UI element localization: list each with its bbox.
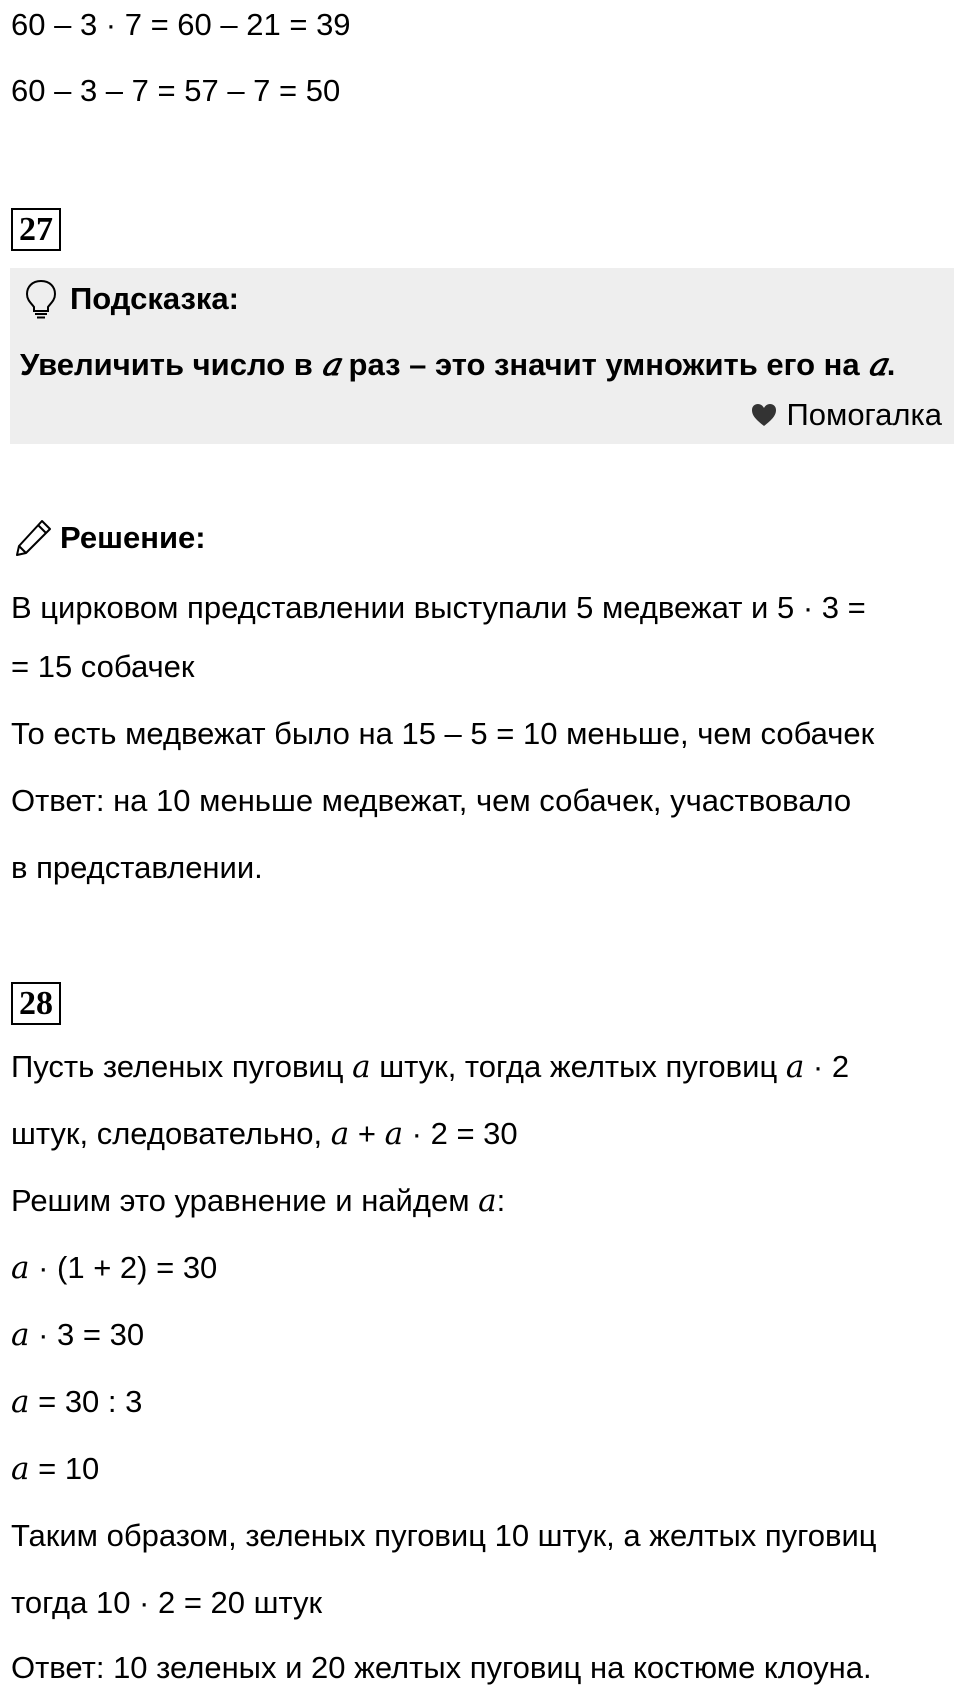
variable-a: 𝑎 bbox=[11, 1250, 30, 1286]
equation-1 bbox=[11, 1249, 217, 1288]
hint-credit-label: Помогалка bbox=[786, 397, 942, 432]
hint-text-end: . bbox=[886, 347, 896, 382]
task28-line-2 bbox=[11, 1115, 518, 1154]
hint-text bbox=[20, 346, 895, 385]
hint-variable: 𝑎 bbox=[868, 347, 887, 383]
variable-a: 𝑎 bbox=[384, 1116, 404, 1152]
solution-line-2: = 15 собачек bbox=[11, 649, 195, 684]
text: · 2 bbox=[804, 1049, 850, 1084]
variable-a: 𝑎 bbox=[785, 1049, 805, 1085]
solution-title-row bbox=[12, 517, 206, 559]
lightbulb-icon bbox=[24, 278, 58, 320]
task28-line-1 bbox=[11, 1048, 849, 1087]
hint-variable: 𝑎 bbox=[321, 347, 340, 383]
text: · 3 = 30 bbox=[29, 1317, 145, 1352]
solution-line-3: То есть медвежат было на 15 – 5 = 10 меньше, чем собачек bbox=[11, 716, 875, 751]
answer-line: Ответ: 10 зеленых и 20 желтых пуговиц на костюме клоуна. bbox=[11, 1650, 872, 1685]
task-number-28: 28 bbox=[11, 982, 61, 1025]
task-number-27: 27 bbox=[11, 208, 61, 251]
hint-text-part2: раз – это значит умножить его на bbox=[339, 347, 869, 382]
text: : bbox=[496, 1183, 506, 1218]
text: · (1 + 2) = 30 bbox=[29, 1250, 218, 1285]
equation-2 bbox=[11, 1316, 144, 1355]
variable-a: 𝑎 bbox=[352, 1049, 371, 1085]
task28-line-3 bbox=[11, 1182, 505, 1221]
variable-a: 𝑎 bbox=[11, 1451, 30, 1487]
variable-a: 𝑎 bbox=[330, 1116, 350, 1152]
solution-line-5: в представлении. bbox=[11, 850, 263, 885]
heart-icon bbox=[750, 402, 778, 428]
hint-title-row bbox=[24, 278, 239, 320]
solution-line-1: В цирковом представлении выступали 5 медвежат и 5 · 3 = bbox=[11, 590, 866, 625]
hint-box bbox=[10, 268, 954, 444]
text: · 2 = 30 bbox=[403, 1116, 518, 1151]
variable-a: 𝑎 bbox=[11, 1317, 30, 1353]
text: Пусть зеленых пуговиц bbox=[11, 1049, 353, 1084]
expression-line-2: 60 – 3 – 7 = 57 – 7 = 50 bbox=[11, 73, 341, 108]
hint-title: Подсказка: bbox=[70, 280, 239, 316]
task28-line-9: тогда 10 · 2 = 20 штук bbox=[11, 1585, 323, 1620]
text: + bbox=[349, 1116, 385, 1151]
text: штук, следовательно, bbox=[11, 1116, 331, 1151]
solution-line-4: Ответ: на 10 меньше медвежат, чем собачек, участвовало bbox=[11, 783, 852, 818]
pencil-icon bbox=[12, 517, 54, 559]
hint-credit bbox=[750, 396, 942, 435]
text: штук, тогда желтых пуговиц bbox=[370, 1049, 786, 1084]
hint-text-part1: Увеличить число в bbox=[20, 347, 322, 382]
solution-title: Решение: bbox=[60, 519, 206, 555]
equation-3 bbox=[11, 1383, 142, 1422]
variable-a: 𝑎 bbox=[478, 1183, 497, 1219]
text: = 10 bbox=[29, 1451, 100, 1486]
text: Решим это уравнение и найдем bbox=[11, 1183, 479, 1218]
text: = 30 : 3 bbox=[29, 1384, 143, 1419]
equation-4 bbox=[11, 1450, 99, 1489]
variable-a: 𝑎 bbox=[11, 1384, 30, 1420]
task28-line-8: Таким образом, зеленых пуговиц 10 штук, а желтых пуговиц bbox=[11, 1518, 877, 1553]
expression-line-1: 60 – 3 · 7 = 60 – 21 = 39 bbox=[11, 7, 351, 42]
